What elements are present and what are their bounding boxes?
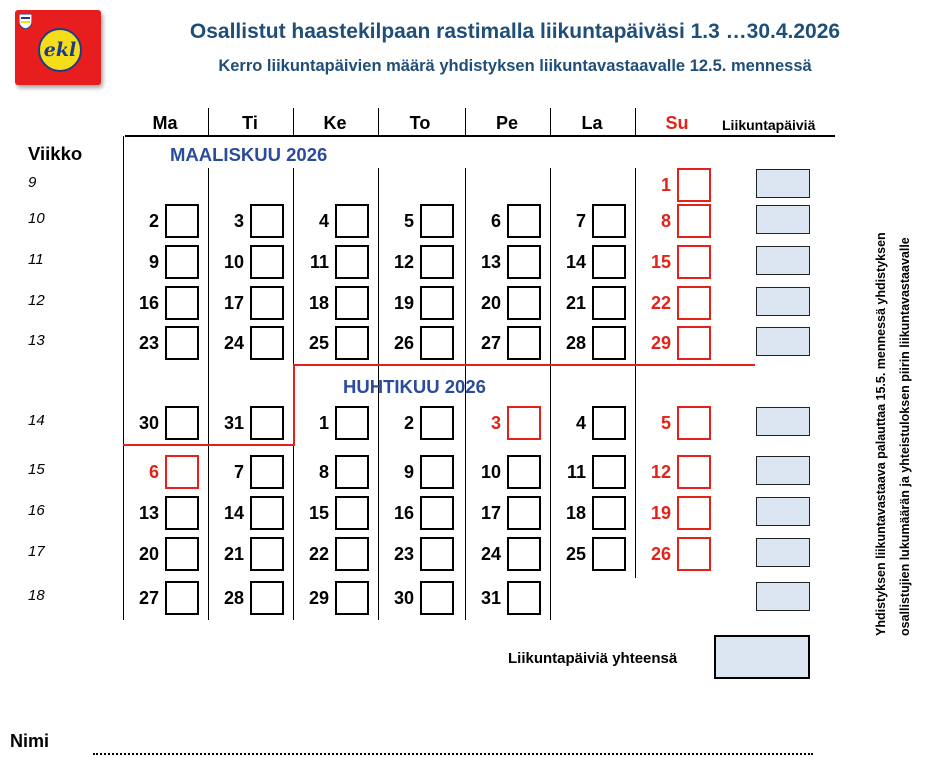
week-count-box[interactable] bbox=[756, 407, 810, 436]
ekl-logo bbox=[15, 10, 101, 85]
week-number: 18 bbox=[28, 587, 45, 604]
day-checkbox[interactable] bbox=[335, 496, 369, 530]
day-number: 29 bbox=[650, 333, 671, 353]
day-checkbox[interactable] bbox=[507, 286, 541, 320]
day-number: 24 bbox=[223, 333, 244, 353]
day-checkbox[interactable] bbox=[592, 496, 626, 530]
month-label-march: MAALISKUU 2026 bbox=[170, 144, 328, 165]
day-number: 25 bbox=[308, 333, 329, 353]
column-separator bbox=[123, 136, 124, 620]
day-checkbox[interactable] bbox=[250, 204, 284, 238]
day-number: 31 bbox=[223, 413, 244, 433]
week-count-box[interactable] bbox=[756, 287, 810, 316]
day-number: 30 bbox=[393, 588, 414, 608]
day-checkbox[interactable] bbox=[335, 286, 369, 320]
day-number: 29 bbox=[308, 588, 329, 608]
day-checkbox[interactable] bbox=[677, 286, 711, 320]
day-number: 24 bbox=[480, 544, 501, 564]
week-number: 17 bbox=[28, 543, 45, 560]
page-subtitle: Kerro liikuntapäivien määrä yhdistyksen liikuntavastaavalle 12.5. mennessä bbox=[218, 57, 812, 75]
day-header-ti: Ti bbox=[242, 113, 258, 133]
day-checkbox[interactable] bbox=[677, 496, 711, 530]
day-number: 2 bbox=[403, 413, 414, 433]
day-header-la: La bbox=[581, 113, 603, 133]
day-checkbox[interactable] bbox=[507, 581, 541, 615]
day-checkbox[interactable] bbox=[165, 455, 199, 489]
header-separator bbox=[550, 108, 551, 136]
day-checkbox[interactable] bbox=[165, 537, 199, 571]
header-separator bbox=[465, 108, 466, 136]
day-checkbox[interactable] bbox=[420, 326, 454, 360]
day-number: 21 bbox=[223, 544, 244, 564]
day-checkbox[interactable] bbox=[592, 245, 626, 279]
day-number: 20 bbox=[480, 293, 501, 313]
day-number: 15 bbox=[650, 252, 671, 272]
header-separator bbox=[378, 108, 379, 136]
header-separator bbox=[635, 108, 636, 136]
day-number: 2 bbox=[148, 211, 159, 231]
day-number: 12 bbox=[650, 462, 671, 482]
column-separator bbox=[635, 168, 636, 578]
day-number: 19 bbox=[393, 293, 414, 313]
day-number: 17 bbox=[480, 503, 501, 523]
day-number: 3 bbox=[233, 211, 244, 231]
day-checkbox[interactable] bbox=[677, 326, 711, 360]
day-header-ke: Ke bbox=[323, 113, 347, 133]
day-number: 9 bbox=[403, 462, 414, 482]
day-checkbox[interactable] bbox=[592, 406, 626, 440]
day-number: 15 bbox=[308, 503, 329, 523]
week-number: 16 bbox=[28, 502, 45, 519]
day-number: 4 bbox=[318, 211, 329, 231]
day-checkbox[interactable] bbox=[507, 406, 541, 440]
day-number: 26 bbox=[393, 333, 414, 353]
day-number: 1 bbox=[318, 413, 329, 433]
day-checkbox[interactable] bbox=[592, 286, 626, 320]
day-number: 6 bbox=[148, 462, 159, 482]
day-checkbox[interactable] bbox=[507, 326, 541, 360]
day-checkbox[interactable] bbox=[592, 455, 626, 489]
day-header-su: Su bbox=[665, 113, 689, 133]
day-checkbox[interactable] bbox=[250, 245, 284, 279]
day-checkbox[interactable] bbox=[677, 168, 711, 202]
week-number: 11 bbox=[28, 251, 44, 268]
month-divider-top bbox=[293, 364, 755, 366]
day-number: 1 bbox=[660, 175, 671, 195]
day-checkbox[interactable] bbox=[677, 537, 711, 571]
day-checkbox[interactable] bbox=[335, 455, 369, 489]
day-checkbox[interactable] bbox=[250, 581, 284, 615]
day-checkbox[interactable] bbox=[335, 204, 369, 238]
day-number: 26 bbox=[650, 544, 671, 564]
day-checkbox[interactable] bbox=[677, 204, 711, 238]
day-checkbox[interactable] bbox=[420, 286, 454, 320]
week-count-box[interactable] bbox=[756, 169, 810, 198]
shield-icon bbox=[19, 14, 32, 29]
day-number: 27 bbox=[138, 588, 159, 608]
day-number: 13 bbox=[480, 252, 501, 272]
day-checkbox[interactable] bbox=[420, 496, 454, 530]
day-checkbox[interactable] bbox=[165, 581, 199, 615]
day-checkbox[interactable] bbox=[677, 245, 711, 279]
day-checkbox[interactable] bbox=[250, 286, 284, 320]
day-number: 27 bbox=[480, 333, 501, 353]
total-count-box[interactable] bbox=[714, 635, 810, 679]
week-count-box[interactable] bbox=[756, 327, 810, 356]
day-checkbox[interactable] bbox=[420, 406, 454, 440]
column-separator bbox=[550, 168, 551, 620]
day-number: 22 bbox=[650, 293, 671, 313]
week-number: 14 bbox=[28, 412, 45, 429]
header-separator bbox=[208, 108, 209, 136]
header-divider bbox=[125, 135, 835, 137]
side-note-line1: Yhdistyksen liikuntavastaava palauttaa 15.5. mennessä yhdistyksen bbox=[874, 232, 888, 636]
day-number: 23 bbox=[138, 333, 159, 353]
day-checkbox[interactable] bbox=[165, 245, 199, 279]
day-checkbox[interactable] bbox=[250, 496, 284, 530]
month-divider-vertical bbox=[293, 364, 295, 446]
week-count-box[interactable] bbox=[756, 538, 810, 567]
day-checkbox[interactable] bbox=[335, 245, 369, 279]
week-number: 10 bbox=[28, 210, 45, 227]
day-number: 9 bbox=[148, 252, 159, 272]
side-note-line2: osallistujien lukumäärän ja yhteistuloksen piirin liikuntavastaavalle bbox=[898, 237, 912, 636]
day-checkbox[interactable] bbox=[507, 204, 541, 238]
day-number: 17 bbox=[223, 293, 244, 313]
day-number: 3 bbox=[490, 413, 501, 433]
day-number: 10 bbox=[480, 462, 501, 482]
day-number: 23 bbox=[393, 544, 414, 564]
month-label-april: HUHTIKUU 2026 bbox=[343, 376, 486, 397]
day-checkbox[interactable] bbox=[335, 326, 369, 360]
day-number: 8 bbox=[660, 211, 671, 231]
day-checkbox[interactable] bbox=[677, 455, 711, 489]
day-checkbox[interactable] bbox=[165, 496, 199, 530]
week-count-box[interactable] bbox=[756, 246, 810, 275]
day-checkbox[interactable] bbox=[592, 537, 626, 571]
day-number: 31 bbox=[480, 588, 501, 608]
day-checkbox[interactable] bbox=[250, 326, 284, 360]
month-divider-bottom bbox=[123, 444, 295, 446]
name-field[interactable] bbox=[93, 753, 813, 755]
day-number: 4 bbox=[575, 413, 586, 433]
day-checkbox[interactable] bbox=[335, 537, 369, 571]
day-number: 18 bbox=[308, 293, 329, 313]
day-number: 10 bbox=[223, 252, 244, 272]
day-number: 7 bbox=[233, 462, 244, 482]
header-separator bbox=[293, 108, 294, 136]
day-number: 11 bbox=[309, 252, 329, 272]
day-number: 25 bbox=[565, 544, 586, 564]
day-checkbox[interactable] bbox=[507, 245, 541, 279]
day-number: 12 bbox=[393, 252, 414, 272]
day-header-pe: Pe bbox=[495, 113, 519, 133]
day-number: 7 bbox=[575, 211, 586, 231]
day-number: 30 bbox=[138, 413, 159, 433]
page-title: Osallistut haastekilpaan rastimalla liikuntapäiväsi 1.3 …30.4.2026 bbox=[189, 20, 841, 43]
week-number: 12 bbox=[28, 292, 45, 309]
day-checkbox[interactable] bbox=[165, 286, 199, 320]
week-number: 9 bbox=[28, 174, 37, 191]
week-count-box[interactable] bbox=[756, 205, 810, 234]
day-checkbox[interactable] bbox=[677, 406, 711, 440]
day-number: 18 bbox=[565, 503, 586, 523]
logo-text: ekl bbox=[38, 28, 82, 72]
day-number: 22 bbox=[308, 544, 329, 564]
week-number: 13 bbox=[28, 332, 45, 349]
day-number: 16 bbox=[393, 503, 414, 523]
day-number: 5 bbox=[403, 211, 414, 231]
day-number: 19 bbox=[650, 503, 671, 523]
day-checkbox[interactable] bbox=[420, 204, 454, 238]
day-checkbox[interactable] bbox=[507, 455, 541, 489]
day-checkbox[interactable] bbox=[507, 537, 541, 571]
day-checkbox[interactable] bbox=[165, 406, 199, 440]
day-number: 16 bbox=[138, 293, 159, 313]
day-checkbox[interactable] bbox=[165, 326, 199, 360]
week-column-label: Viikko bbox=[28, 143, 83, 164]
day-checkbox[interactable] bbox=[420, 245, 454, 279]
column-separator bbox=[208, 168, 209, 620]
day-checkbox[interactable] bbox=[250, 406, 284, 440]
week-count-box[interactable] bbox=[756, 456, 810, 485]
day-checkbox[interactable] bbox=[507, 496, 541, 530]
day-number: 20 bbox=[138, 544, 159, 564]
day-number: 8 bbox=[318, 462, 329, 482]
day-checkbox[interactable] bbox=[335, 581, 369, 615]
day-checkbox[interactable] bbox=[420, 455, 454, 489]
day-checkbox[interactable] bbox=[420, 537, 454, 571]
week-count-box[interactable] bbox=[756, 497, 810, 526]
day-number: 6 bbox=[490, 211, 501, 231]
day-number: 5 bbox=[660, 413, 671, 433]
day-checkbox[interactable] bbox=[250, 455, 284, 489]
day-number: 28 bbox=[223, 588, 244, 608]
day-number: 14 bbox=[223, 503, 244, 523]
day-header-to: To bbox=[409, 113, 431, 133]
name-label: Nimi bbox=[10, 731, 50, 751]
day-number: 28 bbox=[565, 333, 586, 353]
week-count-box[interactable] bbox=[756, 582, 810, 611]
day-checkbox[interactable] bbox=[165, 204, 199, 238]
day-header-ma: Ma bbox=[152, 113, 178, 133]
day-checkbox[interactable] bbox=[250, 537, 284, 571]
week-number: 15 bbox=[28, 461, 45, 478]
day-number: 14 bbox=[565, 252, 586, 272]
day-number: 11 bbox=[566, 462, 586, 482]
day-number: 21 bbox=[565, 293, 586, 313]
day-checkbox[interactable] bbox=[592, 204, 626, 238]
day-checkbox[interactable] bbox=[592, 326, 626, 360]
total-label: Liikuntapäiviä yhteensä bbox=[508, 650, 678, 667]
count-column-label: Liikuntapäiviä bbox=[722, 117, 816, 133]
day-checkbox[interactable] bbox=[335, 406, 369, 440]
day-checkbox[interactable] bbox=[420, 581, 454, 615]
day-number: 13 bbox=[138, 503, 159, 523]
